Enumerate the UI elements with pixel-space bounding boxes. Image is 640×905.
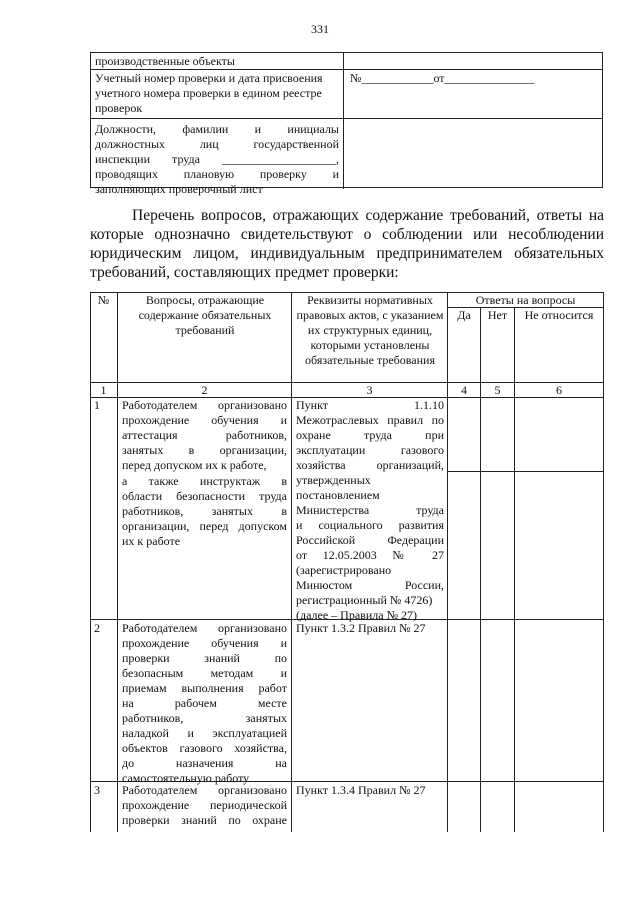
- requisites-line: охране труда при: [296, 428, 444, 442]
- col-number: 5: [494, 383, 501, 397]
- header-requisites: Реквизиты нормативных правовых актов, с указанием их структурных единиц, которыми установлены обязательные требования: [296, 293, 444, 367]
- info-inspectors-label: [91, 119, 344, 196]
- requisites-line: Министерства труда: [296, 503, 444, 517]
- col-number: 3: [366, 383, 373, 397]
- requisites-line: Российской Федерации: [296, 533, 444, 547]
- requisites-line: (зарегистрировано: [296, 563, 392, 577]
- header-questions: Вопросы, отражающие содержание обязательных требований: [138, 293, 272, 337]
- requisites-line: утвержденных: [296, 473, 371, 487]
- requisites-line: Межотраслевых правил по: [296, 413, 444, 427]
- question-line: перед допуском их к работе,: [122, 458, 267, 472]
- row-number: 1: [94, 398, 100, 412]
- info-row-inspectors: [91, 119, 602, 196]
- question-line: наладкой и эксплуатацией: [122, 726, 287, 740]
- info-inspectors-value: [344, 119, 602, 191]
- col-number: 6: [556, 383, 562, 397]
- question-line: безопасным методам и: [122, 666, 287, 680]
- info-row-objects: [91, 53, 602, 70]
- header-no: Нет: [487, 308, 508, 322]
- question-line: объектов газового хозяйства,: [122, 741, 287, 755]
- header-answers: Ответы на вопросы: [475, 293, 576, 307]
- question-line: прохождение обучения и: [122, 413, 287, 427]
- info-registry-label: Учетный номер проверки и дата присвоения учетного номера проверки в едином реестре проверок: [91, 70, 344, 118]
- question-line: Работодателем организовано: [122, 783, 287, 797]
- question-line: до назначения на: [122, 756, 287, 770]
- question-line: самостоятельную работу: [122, 771, 250, 785]
- requisites-line: Пункт 1.1.10: [296, 398, 444, 412]
- requisites-line: эксплуатации газового: [296, 443, 444, 457]
- info-inspectors-line: должностных лиц государственной: [95, 137, 339, 151]
- header-number: №: [97, 293, 110, 307]
- info-objects-value: [344, 53, 602, 71]
- question-line: аттестация работников,: [122, 428, 287, 442]
- question-line: прохождение обучения и: [122, 636, 287, 650]
- col-number: 4: [461, 383, 467, 397]
- info-inspectors-line: Должности, фамилии и инициалы: [95, 122, 339, 136]
- requisites-line: постановлением: [296, 488, 380, 502]
- info-inspectors-line: инспекции труда ___________________,: [95, 152, 339, 166]
- question-line: на рабочем месте: [122, 696, 287, 710]
- info-objects-label: производственные объекты: [91, 53, 344, 69]
- question-line: Работодателем организовано: [122, 398, 287, 412]
- question-line: занятых в организации,: [122, 443, 287, 457]
- question-text: [122, 474, 287, 549]
- requisites-line: Минюстом России,: [296, 578, 444, 592]
- question-line: проверки знаний по охране: [122, 813, 287, 827]
- requisites-line: регистрационный № 4726): [296, 593, 433, 607]
- requisites-line: (далее – Правила № 27): [296, 608, 418, 622]
- question-line: работников, занятых: [122, 711, 287, 725]
- header-yes: Да: [457, 308, 471, 322]
- requisites-text: [296, 398, 444, 623]
- question-line: работников, занятых в: [122, 504, 287, 518]
- info-inspectors-line: заполняющих проверочный лист: [95, 182, 263, 196]
- question-line: проверки знаний по: [122, 651, 287, 665]
- requisites-line: от 12.05.2003 № 27: [296, 548, 444, 562]
- question-line: их к работе: [122, 534, 181, 548]
- col-number: 2: [201, 383, 208, 397]
- checklist-intro: Перечень вопросов, отражающих содержание требований, ответы на которые однозначно свидетельствуют о соблюдении или несоблюдении юридическим лицом, индивидуальным предпринимателем обязательных требований, составляющих предмет проверки:: [90, 207, 604, 281]
- info-inspectors-line: проводящих плановую проверку и: [95, 167, 339, 181]
- header-not-applicable: Не относится: [524, 308, 594, 322]
- requisites-line: и социального развития: [296, 518, 444, 532]
- col-number: 1: [100, 383, 107, 397]
- question-text: [122, 621, 287, 786]
- question-line: организации, перед допуском: [122, 519, 287, 533]
- question-text: [122, 783, 287, 828]
- question-line: Работодателем организовано: [122, 621, 287, 635]
- row-number: 3: [94, 783, 100, 797]
- info-registry-value: №____________от_______________: [350, 71, 535, 85]
- question-line: области безопасности труда: [122, 489, 287, 503]
- question-line: а также инструктаж в: [122, 474, 287, 488]
- inspection-info-table: [90, 52, 603, 196]
- question-line: приемам выполнения работ: [122, 681, 287, 695]
- question-line: прохождение периодической: [122, 798, 287, 812]
- row-number: 2: [94, 621, 100, 635]
- requisites-text: Пункт 1.3.4 Правил № 27: [296, 783, 426, 797]
- requisites-text: Пункт 1.3.2 Правил № 27: [296, 621, 426, 635]
- question-text: [122, 398, 287, 473]
- requisites-line: хозяйства организаций,: [296, 458, 444, 472]
- info-row-registry: [91, 70, 602, 119]
- page-number: 331: [311, 22, 329, 36]
